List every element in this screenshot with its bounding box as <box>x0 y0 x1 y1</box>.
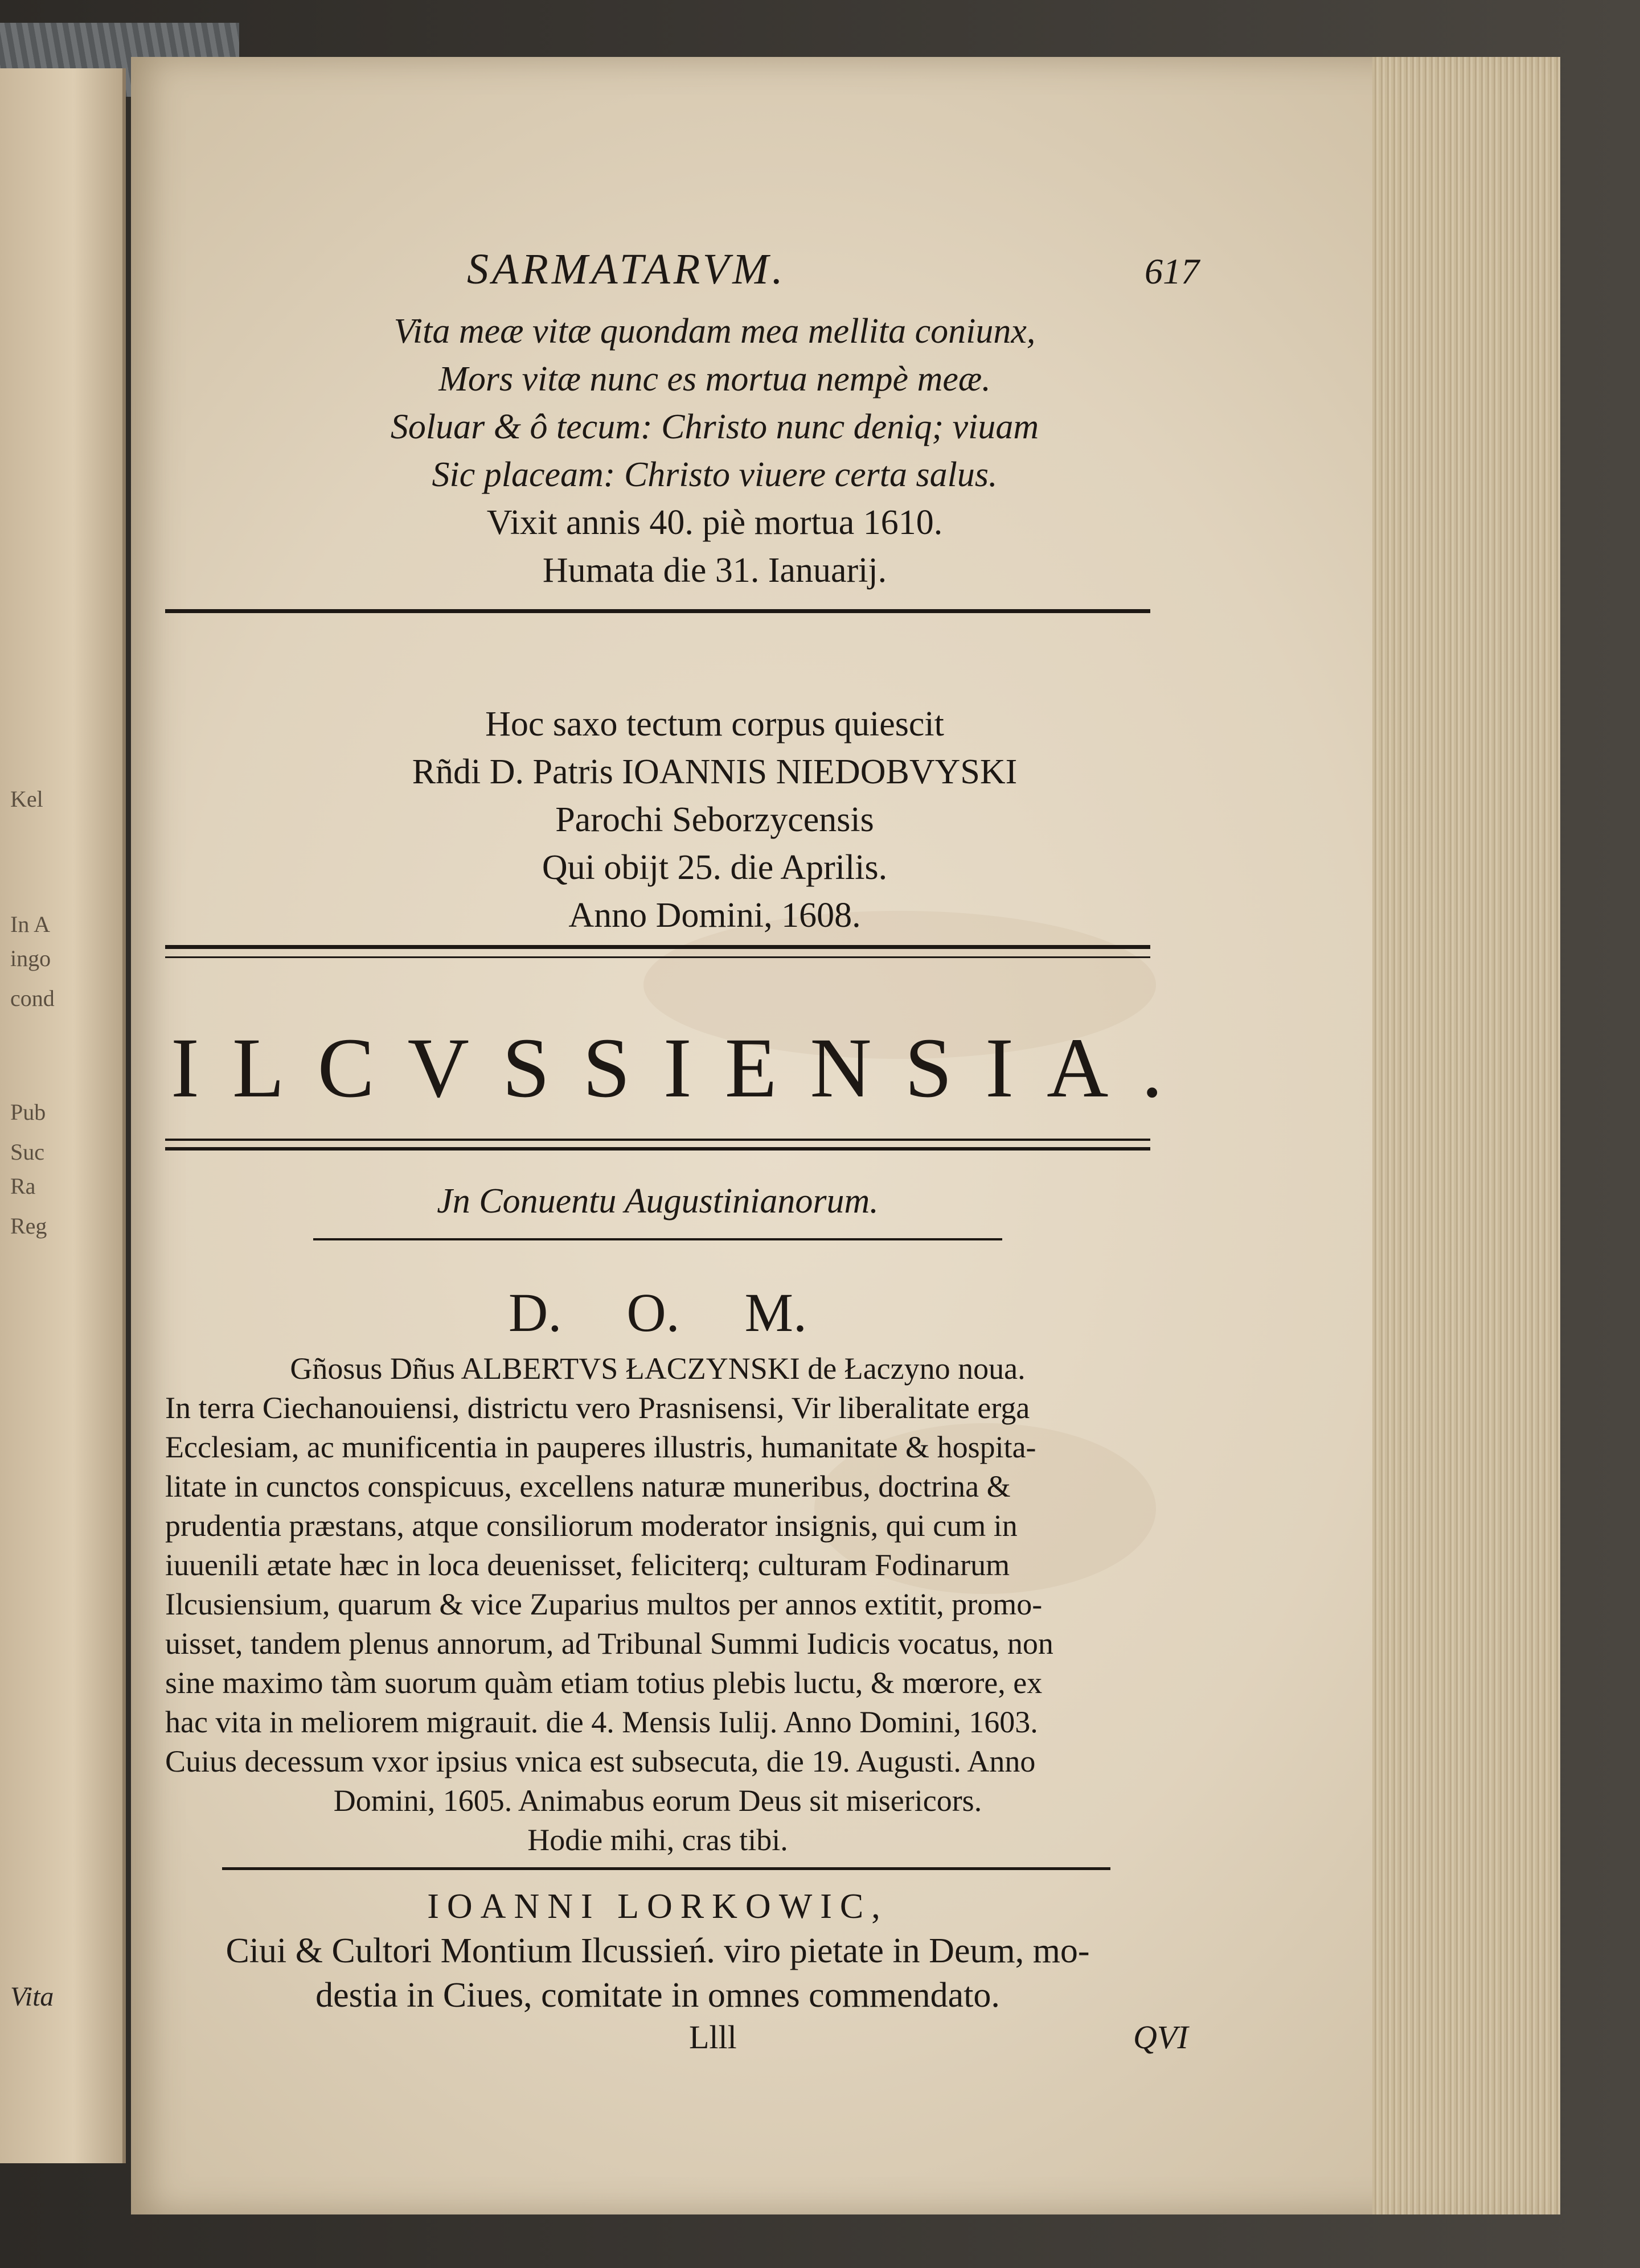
left-fragment: Pub <box>10 1099 46 1125</box>
page-fore-edge <box>1372 57 1560 2214</box>
divider-rule <box>165 945 1150 949</box>
epitaph-line: Qui obijt 25. die Aprilis. <box>542 848 888 887</box>
divider-rule-thin <box>165 956 1150 958</box>
prose-line: hac vita in meliorem migrauit. die 4. Mensis Iulij. Anno Domini, 1603. <box>165 1705 1038 1739</box>
left-fragment: In A <box>10 911 50 937</box>
prose-line: uisset, tandem plenus annorum, ad Tribunal Summi Iudicis vocatus, non <box>165 1626 1053 1661</box>
lorkowic-line: Ciui & Cultori Montium Ilcussień. viro pietate in Deum, mo- <box>226 1932 1090 1970</box>
left-fragment-catchword: Vita <box>10 1982 54 2012</box>
right-page <box>131 57 1560 2214</box>
prose-line: Ecclesiam, ac munificentia in pauperes illustris, humanitate & hospita- <box>165 1430 1036 1464</box>
left-fragment: Ra <box>10 1173 36 1199</box>
section-title: ILCVSSIENSIA. <box>171 1021 1196 1115</box>
lorkowic-heading: IOANNI LORKOWIC, <box>427 1887 888 1926</box>
epitaph-niedobvyski <box>165 700 1264 939</box>
prose-line: Cuius decessum vxor ipsius vnica est subsecuta, die 19. Augusti. Anno <box>165 1744 1036 1778</box>
epitaph-line: Parochi Seborzycensis <box>555 800 874 839</box>
epitaph-line: Anno Domini, 1608. <box>568 896 861 935</box>
divider-rule-short <box>313 1238 1002 1240</box>
prose-line: iuuenili ætate hæc in loca deuenisset, feliciterq; culturam Fodinarum <box>165 1548 1010 1582</box>
lorkowic-line: destia in Ciues, comitate in omnes commendato. <box>315 1976 1000 2015</box>
left-fragment: Suc <box>10 1139 44 1165</box>
epitaph-verse <box>165 307 1264 594</box>
left-fragment: Reg <box>10 1213 47 1239</box>
left-fragment: cond <box>10 985 55 1011</box>
divider-rule <box>165 609 1150 613</box>
divider-rule <box>222 1867 1110 1870</box>
prose-line: Hodie mihi, cras tibi. <box>527 1823 788 1857</box>
prose-line: prudentia præstans, atque consiliorum moderator insignis, qui cum in <box>165 1509 1018 1543</box>
divider-rule <box>165 1147 1150 1151</box>
prose-line: Gñosus Dñus ALBERTVS ŁACZYNSKI de Łaczyno noua. <box>290 1351 1026 1386</box>
verse-line: Mors vitæ nunc es mortua nempè meæ. <box>438 360 991 398</box>
verse-line: Vita meæ vitæ quondam mea mellita coniunx, <box>393 312 1036 351</box>
prose-line: Ilcusiensium, quarum & vice Zuparius multos per annos extitit, promo- <box>165 1587 1043 1621</box>
page-number: 617 <box>1145 251 1199 291</box>
verse-line: Sic placeam: Christo viuere certa salus. <box>432 455 998 494</box>
humata-line: Humata die 31. Ianuarij. <box>542 551 887 590</box>
left-page-edge <box>0 68 126 2163</box>
signature-mark: Llll <box>689 2019 737 2056</box>
left-fragment: Kel <box>10 786 43 812</box>
epitaph-laczynski <box>165 1349 1150 1860</box>
epitaph-lorkowic <box>165 1884 1150 2018</box>
left-fragment: ingo <box>10 946 51 971</box>
verse-line: Soluar & ô tecum: Christo nunc deniq; viuam <box>390 408 1039 446</box>
epitaph-line: Rñdi D. Patris IOANNIS NIEDOBVYSKI <box>412 753 1018 791</box>
divider-rule <box>165 1139 1150 1141</box>
vixit-line: Vixit annis 40. piè mortua 1610. <box>486 503 943 542</box>
catchword: QVI <box>1133 2019 1188 2056</box>
running-head: SARMATARVM. <box>467 245 786 293</box>
prose-line: In terra Ciechanouiensi, districtu vero Prasnisensi, Vir liberalitate erga <box>165 1391 1030 1425</box>
convent-heading: Jn Conuentu Augustinianorum. <box>437 1182 879 1221</box>
epitaph-line: Hoc saxo tectum corpus quiescit <box>485 705 944 743</box>
dom-heading: D. O. M. <box>508 1282 807 1343</box>
prose-line: sine maximo tàm suorum quàm etiam totius plebis luctu, & mœrore, ex <box>165 1666 1043 1700</box>
prose-line: litate in cunctos conspicuus, excellens naturæ muneribus, doctrina & <box>165 1469 1011 1503</box>
prose-line: Domini, 1605. Animabus eorum Deus sit misericors. <box>333 1784 982 1818</box>
